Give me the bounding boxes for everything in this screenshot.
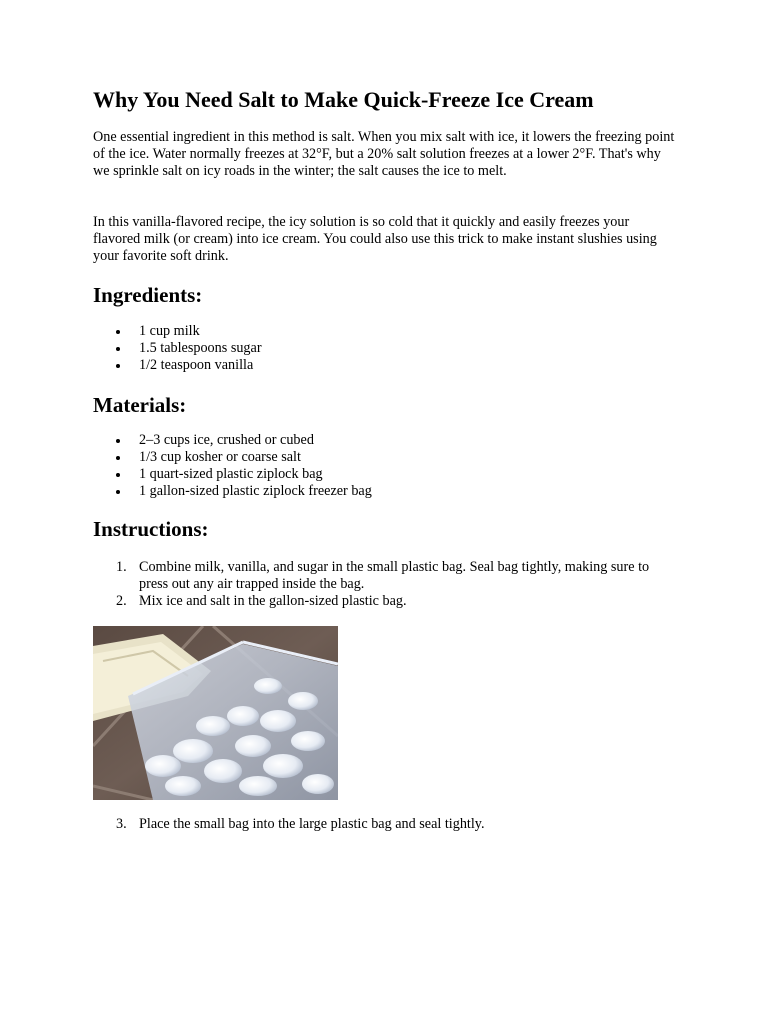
bullet-icon bbox=[116, 473, 120, 477]
bullet-icon bbox=[116, 330, 120, 334]
bullet-icon bbox=[116, 456, 120, 460]
list-item: 1/3 cup kosher or coarse salt bbox=[93, 449, 372, 466]
bullet-icon bbox=[116, 439, 120, 443]
list-item bbox=[93, 593, 659, 610]
list-item bbox=[93, 559, 659, 593]
intro-paragraph-2: In this vanilla-flavored recipe, the icy solution is so cold that it quickly and easily freezes your flavored milk (or cream) into ice cream. You could also use this trick to make instant slushies using your favorite soft drink. bbox=[93, 214, 657, 264]
ingredients-heading: Ingredients: bbox=[93, 283, 203, 307]
list-item: 1/2 teaspoon vanilla bbox=[93, 357, 262, 374]
instructions-list-continued bbox=[93, 816, 659, 833]
page-title: Why You Need Salt to Make Quick-Freeze Ice Cream bbox=[93, 87, 594, 112]
bullet-icon bbox=[116, 490, 120, 494]
list-item: 1 cup milk bbox=[93, 323, 262, 340]
step-number: 3. bbox=[116, 816, 127, 832]
step-text: Mix ice and salt in the gallon-sized plastic bag. bbox=[139, 593, 407, 609]
materials-heading: Materials: bbox=[93, 393, 187, 417]
list-item: 1 gallon-sized plastic ziplock freezer bag bbox=[93, 483, 372, 500]
instructions-heading: Instructions: bbox=[93, 517, 209, 541]
list-item: 1 quart-sized plastic ziplock bag bbox=[93, 466, 372, 483]
step-number: 1. bbox=[116, 559, 127, 575]
step-text: Place the small bag into the large plastic bag and seal tightly. bbox=[139, 816, 485, 832]
bullet-icon bbox=[116, 364, 120, 368]
intro-paragraph-1: One essential ingredient in this method is salt. When you mix salt with ice, it lowers the freezing point of the ice. Water normally freezes at 32°F, but a 20% salt solution freezes at a lower 2°F. That's why we sprinkle salt on icy roads in the winter; the salt causes the ice to melt. bbox=[93, 129, 675, 179]
list-item: 1.5 tablespoons sugar bbox=[93, 340, 262, 357]
ingredients-list bbox=[93, 323, 262, 374]
list-item: 2–3 cups ice, crushed or cubed bbox=[93, 432, 372, 449]
materials-list bbox=[93, 432, 372, 500]
step-number: 2. bbox=[116, 593, 127, 609]
ice-bags-photo bbox=[93, 626, 338, 800]
instructions-list bbox=[93, 559, 659, 610]
ice-bags-photo-image bbox=[93, 626, 338, 800]
step-text: Combine milk, vanilla, and sugar in the small plastic bag. Seal bag tightly, making sure to press out any air trapped inside the bag. bbox=[139, 559, 650, 592]
list-item bbox=[93, 816, 659, 833]
bullet-icon bbox=[116, 347, 120, 351]
